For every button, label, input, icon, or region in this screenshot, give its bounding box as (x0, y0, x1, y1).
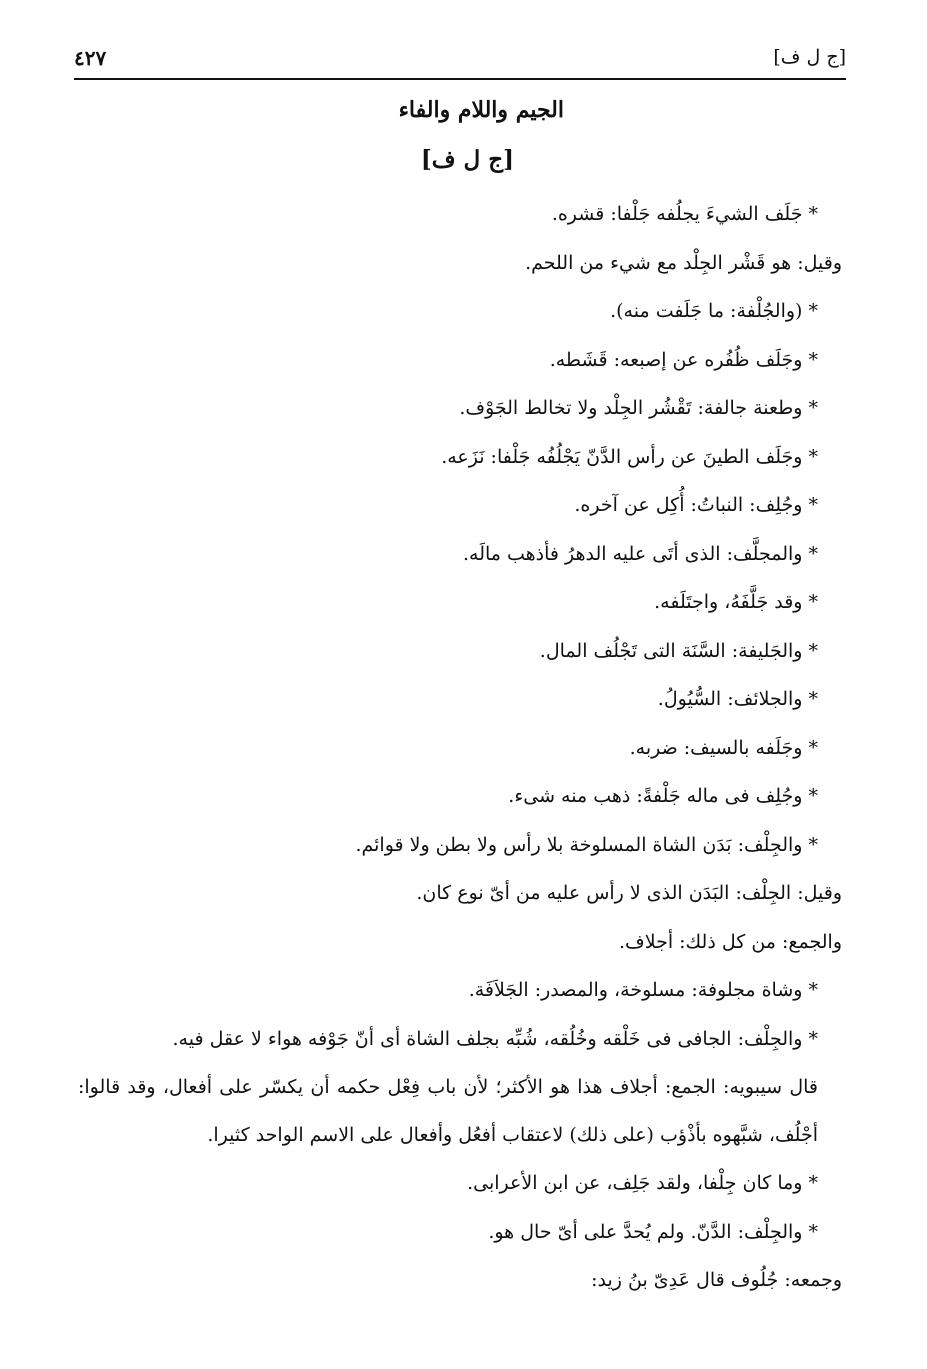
text-line: وقيل: هو قَشْر الجِلْد مع شيء من اللحم. (525, 251, 842, 274)
text-line: * وجُلِف: النباتُ: أُكِل عن آخره. (574, 494, 818, 516)
page-number: ٤٢٧ (74, 46, 107, 70)
text-line: * والمجلَّف: الذى أتَى عليه الدهرُ فأذهب مالَه. (462, 542, 818, 565)
page-header (74, 40, 846, 76)
entry-body (78, 190, 842, 1305)
text-line: * والجِلْف: بَدَن الشاة المسلوخة بلا رأس ولا بطن ولا قوائم. (355, 833, 818, 856)
text-line: * وجَلَفه بالسيف: ضربه. (629, 736, 818, 759)
chapter-title: الجيم واللام والفاء (398, 97, 564, 123)
text-line: * والجَليفة: السَّنَة التى تَجْلُف المال. (539, 639, 818, 662)
text-line: * وشاة مجلوفة: مسلوخة، والمصدر: الجَلاَفَة. (468, 979, 818, 1001)
text-line: * وما كان جِلْفا، ولقد جَلِف، عن ابن الأعرابى. (467, 1172, 818, 1194)
text-line: * وجُلِف فى ماله جَلْفةً: ذهب منه شىء. (508, 785, 818, 807)
text-line: * (والجُلْفة: ما جَلَفت منه). (610, 300, 818, 322)
text-line: والجمع: من كل ذلك: أجلاف. (619, 930, 842, 953)
text-line: وجمعه: جُلُوف قال عَدِىّ بنُ زيد: (591, 1269, 842, 1291)
running-head: [ج ل ف] (773, 46, 846, 68)
text-line: * وجَلَف الطينَ عن رأس الدَّنّ يَجْلُفُه جَلْفا: نَزَعه. (441, 445, 818, 468)
text-line: * جَلَف الشيءَ يجلُفه جَلْفا: قشره. (551, 203, 818, 225)
text-line: * والجِلْف: الدَّنّ. ولم يُحدَّ على أىّ حال هو. (488, 1220, 818, 1243)
header-rule (74, 78, 846, 80)
sibawayh-paragraph: قال سيبويه: الجمع: أجلاف هذا هو الأكثر؛ لأن باب فِعْل حكمه أن يكسّر على أفعال، وقد قالوا: أجْلُف، شبَّهوه بأذْؤب (على ذلك) لاعتقاب أفعُل وأفعال على الاسم الواحد كثيرا. (78, 1076, 818, 1146)
text-line: * والجلائف: السُّيُولُ. (657, 688, 818, 710)
text-line: وقيل: الجِلْف: البَدَن الذى لا رأس عليه من أىّ نوع كان. (416, 882, 842, 904)
entry-heading: [ج ل ف] (420, 146, 514, 173)
text-line: * وطعنة جالفة: تَقْشُر الجِلْد ولا تخالط الجَوْف. (459, 397, 818, 419)
text-line: * وجَلَف ظُفُره عن إصبعه: قَشَطه. (549, 348, 818, 371)
text-line: * وقد جَلَّفَهُ، واجتَلَفه. (654, 591, 818, 613)
text-line: * والجِلْف: الجافى فى خَلْقه وخُلُقه، شُبِّه بجلف الشاة أى أنّ جَوْفه هواء لا عقل فيه. (172, 1027, 818, 1050)
